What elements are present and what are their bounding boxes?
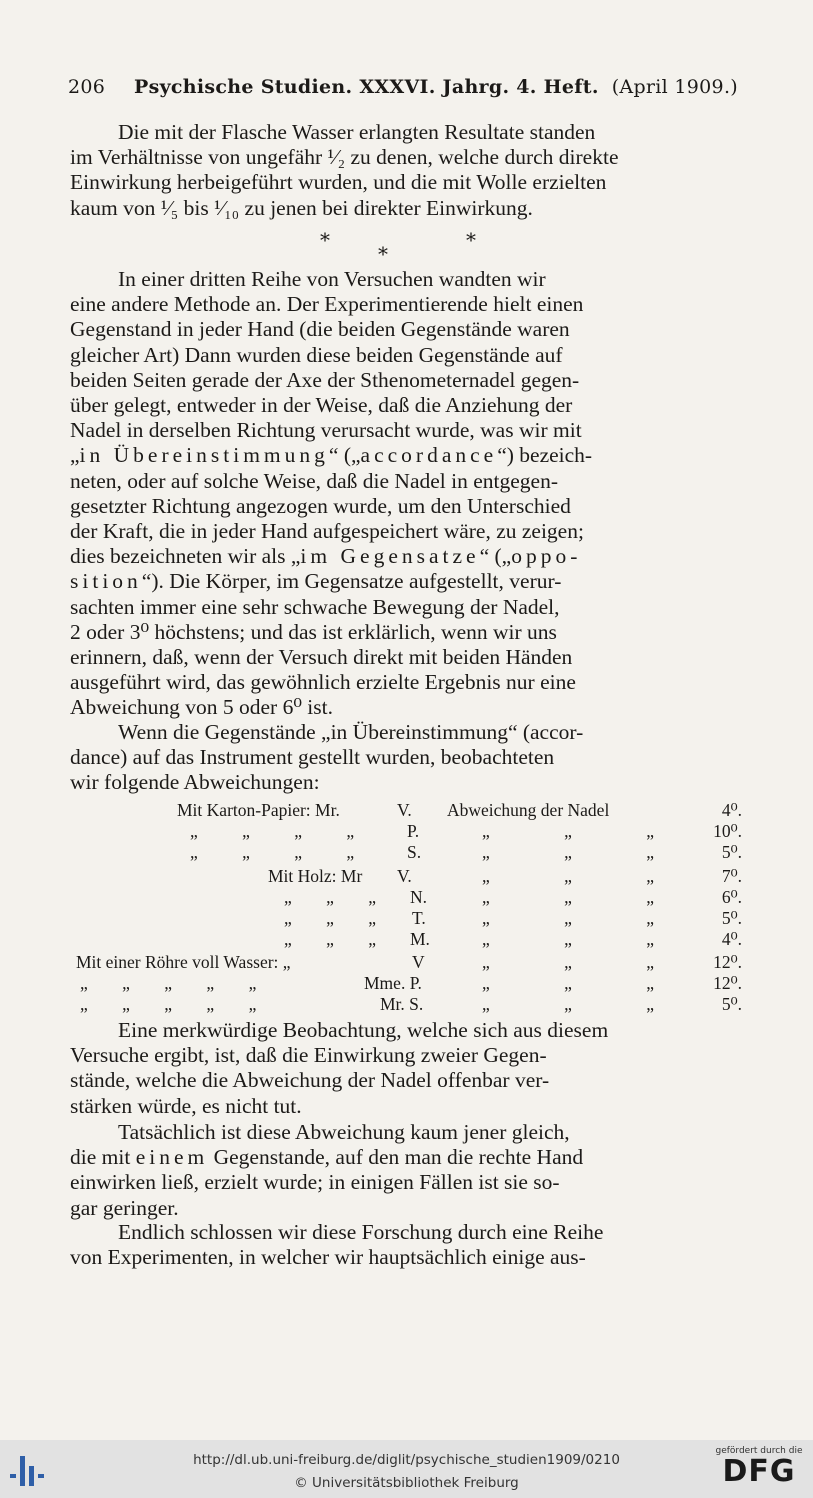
paragraph-5 [70, 1120, 735, 1221]
text-fragment: die mit [70, 1145, 136, 1170]
spaced-term: im Gegensatze [300, 544, 480, 569]
page-number: 206 [68, 76, 106, 98]
quote-mark: „ [70, 443, 80, 468]
spaced-term: in Übereinstimmung [79, 443, 329, 468]
text-line: im Verhältnisse von ungefähr ¹⁄₂ zu denen, welche durch direkte [70, 145, 619, 170]
text-line [70, 544, 735, 569]
row-label: „ „ „ „ [190, 842, 355, 862]
spaced-term: accordance [360, 443, 498, 468]
paragraph-1 [70, 120, 735, 221]
text-line: ausgeführt wird, das gewöhnlich erzielte Ergebnis nur eine [70, 670, 576, 695]
row-subject: S. [407, 842, 422, 862]
text-line [70, 569, 735, 594]
text-line: Endlich schlossen wir diese Forschung durch eine Reihe [118, 1220, 604, 1244]
permalink[interactable]: http://dl.ub.uni-freiburg.de/diglit/psychische_studien1909/0210 [193, 1452, 620, 1468]
text-line: Tatsächlich ist diese Abweichung kaum jener gleich, [118, 1120, 570, 1144]
text-line: gleicher Art) Dann wurden diese beiden Gegenstände auf [70, 342, 563, 367]
row-description: „ „ „ [482, 887, 655, 907]
text-line: Nadel in derselben Richtung verursacht wurde, was wir mit [70, 418, 582, 443]
row-value: 5⁰. [721, 842, 742, 862]
paragraph-4 [70, 1018, 735, 1119]
row-label: „ „ „ [284, 929, 377, 949]
row-description: Abweichung der Nadel [447, 800, 610, 820]
paragraph-6 [70, 1220, 735, 1270]
row-label: Mit Holz: Mr [268, 866, 363, 886]
table-row [72, 952, 742, 974]
row-subject: Mr. S. [380, 994, 424, 1014]
row-label: Mit Karton-Papier: Mr. [177, 800, 340, 820]
text-line: Die mit der Flasche Wasser erlangten Resultate standen [118, 120, 596, 144]
spaced-term: oppo- [511, 544, 582, 569]
text-fragment: “). Die Körper, im Gegensatze aufgestellt, verur- [141, 569, 562, 594]
spaced-term: einem [135, 1145, 209, 1170]
row-description: „ „ „ [482, 866, 655, 886]
text-fragment: “) bezeich- [497, 443, 593, 468]
row-label: „ „ „ [284, 887, 377, 907]
text-line: Abweichung von 5 oder 6⁰ ist. [70, 695, 333, 720]
dfg-tagline: gefördert durch die [715, 1446, 803, 1456]
text-line: Wenn die Gegenstände „in Übereinstimmung“ (accor- [118, 720, 584, 744]
row-value: 12⁰. [713, 973, 742, 993]
text-line: eine andere Methode an. Der Experimentierende hielt einen [70, 292, 584, 317]
text-line: der Kraft, die in jeder Hand aufgespeichert wäre, zu zeigen; [70, 519, 584, 544]
text-line: Einwirkung herbeigeführt wurden, und die mit Wolle erzielten [70, 170, 607, 195]
text-line: dance) auf das Instrument gestellt wurden, beobachteten [70, 745, 555, 770]
quote-mark: “ („ [479, 544, 512, 569]
row-subject: V. [397, 866, 412, 886]
row-value: 7⁰. [721, 866, 742, 886]
row-label: Mit einer Röhre voll Wasser: „ [76, 952, 291, 972]
row-subject: M. [410, 929, 430, 949]
dfg-logo-icon [713, 1446, 805, 1494]
text-line: sachten immer eine sehr schwache Bewegung der Nadel, [70, 594, 560, 619]
asterisk: * [466, 228, 476, 252]
row-description: „ „ „ [482, 994, 655, 1014]
row-description: „ „ „ [482, 908, 655, 928]
table-row [72, 842, 742, 864]
row-subject: V [412, 952, 425, 972]
text-line: über gelegt, entweder in der Weise, daß die Anziehung der [70, 393, 573, 418]
text-line: In einer dritten Reihe von Versuchen wandten wir [118, 267, 546, 291]
row-description: „ „ „ [482, 952, 655, 972]
paragraph-3 [70, 720, 735, 796]
table-row [72, 973, 742, 995]
text-line [70, 1145, 735, 1170]
table-row [72, 994, 742, 1016]
text-line: wir folgende Abweichungen: [70, 770, 320, 795]
text-line: Eine merkwürdige Beobachtung, welche sich aus diesem [118, 1018, 609, 1042]
running-title: Psychische Studien. XXXVI. Jahrg. 4. Heft. [134, 76, 599, 98]
table-row [72, 800, 742, 822]
row-subject: Mme. P. [364, 973, 422, 993]
row-value: 4⁰. [721, 929, 742, 949]
text-line: gesetzter Richtung angezogen wurde, um den Unterschied [70, 493, 571, 518]
text-line: Versuche ergibt, ist, daß die Einwirkung zweier Gegen- [70, 1043, 547, 1068]
quote-mark: “ („ [328, 443, 361, 468]
text-line: von Experimenten, in welcher wir hauptsächlich einige aus- [70, 1245, 586, 1270]
text-line: gar geringer. [70, 1195, 179, 1220]
table-row [72, 908, 742, 930]
row-subject: P. [407, 821, 420, 841]
asterisk: * [378, 242, 388, 266]
row-description: „ „ „ [482, 929, 655, 949]
row-description: „ „ „ [482, 973, 655, 993]
table-row [72, 821, 742, 843]
text-line: kaum von ¹⁄₅ bis ¹⁄₁₀ zu jenen bei direkter Einwirkung. [70, 195, 533, 220]
row-subject: V. [397, 800, 412, 820]
text-line: stände, welche die Abweichung der Nadel offenbar ver- [70, 1068, 550, 1093]
row-label: „ „ „ „ „ [80, 994, 257, 1014]
text-line: 2 oder 3⁰ höchstens; und das ist erklärlich, wenn wir uns [70, 619, 557, 644]
paragraph-2 [70, 267, 735, 721]
row-value: 12⁰. [713, 952, 742, 972]
row-value: 5⁰. [721, 908, 742, 928]
row-value: 5⁰. [721, 994, 742, 1014]
table-row [72, 887, 742, 909]
table-row [72, 929, 742, 951]
row-value: 10⁰. [713, 821, 742, 841]
row-subject: T. [412, 908, 426, 928]
row-value: 6⁰. [721, 887, 742, 907]
viewer-footer [0, 1440, 813, 1498]
spaced-term: sition [70, 569, 142, 594]
text-line: erinnern, daß, wenn der Versuch direkt mit beiden Händen [70, 645, 573, 670]
asterisk: * [320, 228, 330, 252]
dfg-logo-text: DFG [722, 1454, 796, 1489]
table-row [72, 866, 742, 888]
row-label: „ „ „ [284, 908, 377, 928]
text-line: einwirken ließ, erzielt wurde; in einigen Fällen ist sie so- [70, 1170, 560, 1195]
text-line: Gegenstand in jeder Hand (die beiden Gegenstände waren [70, 317, 570, 342]
text-fragment: Gegenstande, auf den man die rechte Hand [208, 1145, 584, 1170]
row-description: „ „ „ [482, 821, 655, 841]
text-line: neten, oder auf solche Weise, daß die Nadel in entgegen- [70, 468, 559, 493]
row-value: 4⁰. [721, 800, 742, 820]
row-label: „ „ „ „ „ [80, 973, 257, 993]
row-description: „ „ „ [482, 842, 655, 862]
row-subject: N. [410, 887, 428, 907]
text-fragment: dies bezeichneten wir als „ [70, 544, 301, 569]
text-line [70, 443, 735, 468]
copyright-notice: © Universitätsbibliothek Freiburg [294, 1475, 519, 1491]
text-line: beiden Seiten gerade der Axe der Sthenometernadel gegen- [70, 367, 580, 392]
text-line: stärken würde, es nicht tut. [70, 1093, 302, 1118]
issue-date: (April 1909.) [611, 76, 738, 98]
row-label: „ „ „ „ [190, 821, 355, 841]
